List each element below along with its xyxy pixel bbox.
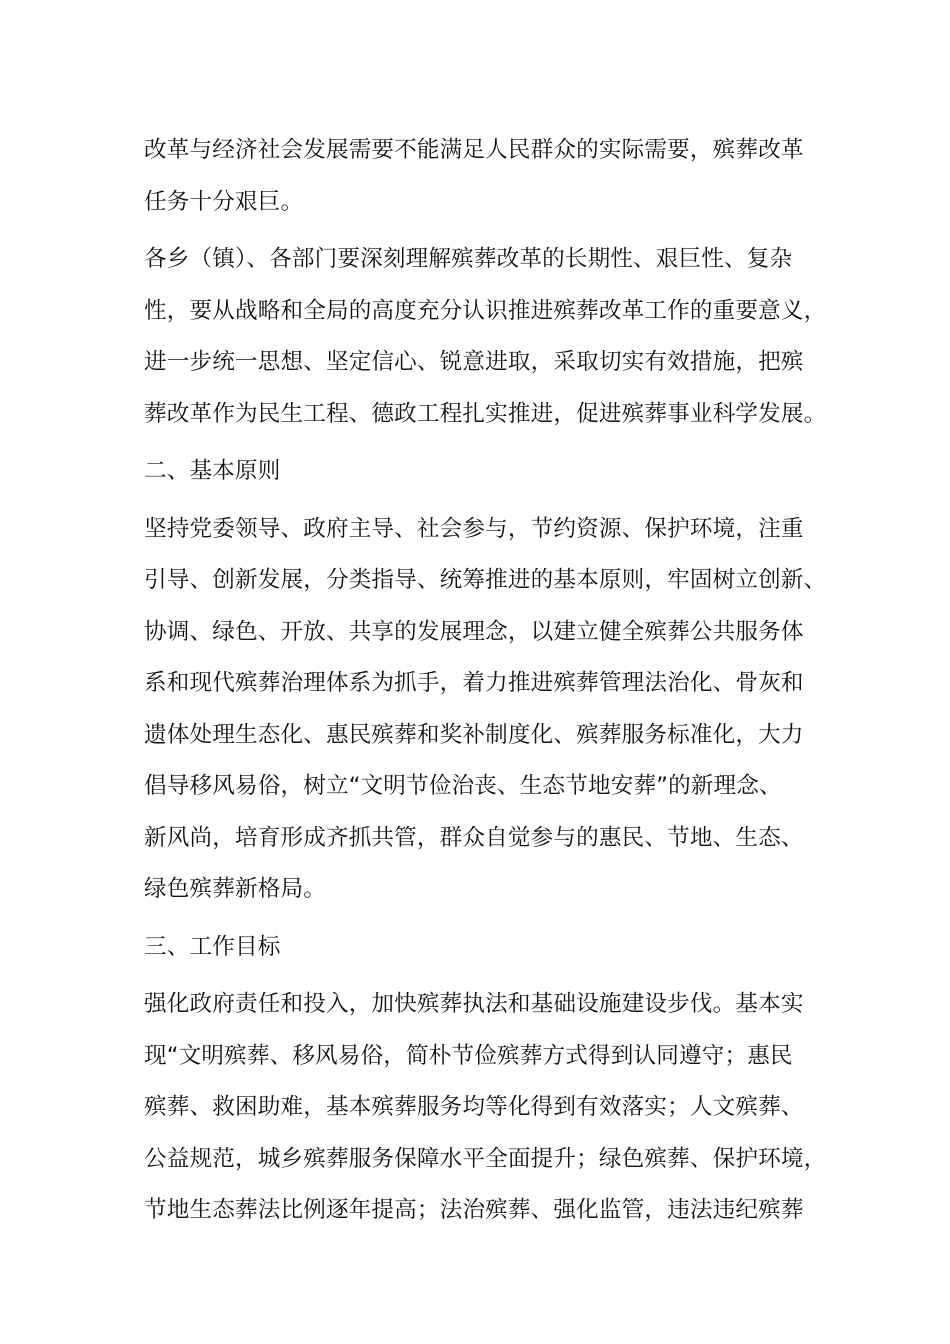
section-heading: 三、工作目标 (144, 933, 281, 960)
text-line: 新风尚，培育形成齐抓共管，群众自觉参与的惠民、节地、生态、 (144, 824, 804, 851)
text-line: 殡葬、救困助难，基本殡葬服务均等化得到有效落实；人文殡葬、 (144, 1094, 804, 1120)
text-line: 系和现代殡葬治理体系为抓手，着力推进殡葬管理法治化、骨灰和 (144, 670, 804, 696)
text-line: 性，要从战略和全局的高度充分认识推进殡葬改革工作的重要意义， (144, 297, 827, 324)
text-line: 强化政府责任和投入，加快殡葬执法和基础设施建设步伐。基本实 (144, 991, 804, 1017)
text-line: 引导、创新发展，分类指导、统筹推进的基本原则，牢固树立创新、 (144, 567, 827, 593)
text-line: 改革与经济社会发展需要不能满足人民群众的实际需要，殡葬改革 (144, 137, 804, 163)
text-line: 绿色殡葬新格局。 (144, 876, 326, 902)
text-line: 各乡（镇）、各部门要深刻理解殡葬改革的长期性、艰巨性、复杂 (144, 246, 793, 272)
paragraph-intro-continuation (144, 128, 809, 231)
paragraph-principles (144, 507, 827, 919)
section-heading-goals (144, 925, 809, 977)
text-line: 任务十分艰巨。 (144, 188, 304, 215)
document-page (144, 128, 827, 1240)
text-line: 节地生态葬法比例逐年提高；法治殡葬、强化监管，违法违纪殡葬 (144, 1197, 804, 1223)
text-line: 进一步统一思想、坚定信心、锐意进取，采取切实有效措施，把殡 (144, 349, 804, 375)
text-line: 坚持党委领导、政府主导、社会参与，节约资源、保护环境，注重 (144, 515, 804, 542)
paragraph-goals (144, 982, 827, 1240)
text-line: 公益规范，城乡殡葬服务保障水平全面提升；绿色殡葬、保护环境， (144, 1145, 827, 1172)
text-line: 倡导移风易俗，树立“文明节俭治丧、生态节地安葬”的新理念、 (144, 773, 782, 799)
section-heading: 二、基本原则 (144, 458, 281, 484)
text-line: 遗体处理生态化、惠民殡葬和奖补制度化、殡葬服务标准化，大力 (144, 721, 804, 748)
text-line: 现“文明殡葬、移风易俗，简朴节俭殡葬方式得到认同遵守；惠民 (144, 1042, 793, 1069)
paragraph-significance (144, 237, 827, 443)
text-line: 协调、绿色、开放、共享的发展理念，以建立健全殡葬公共服务体 (144, 618, 804, 645)
section-heading-principles (144, 449, 809, 501)
text-line: 葬改革作为民生工程、德政工程扎实推进，促进殡葬事业科学发展。 (144, 400, 827, 427)
